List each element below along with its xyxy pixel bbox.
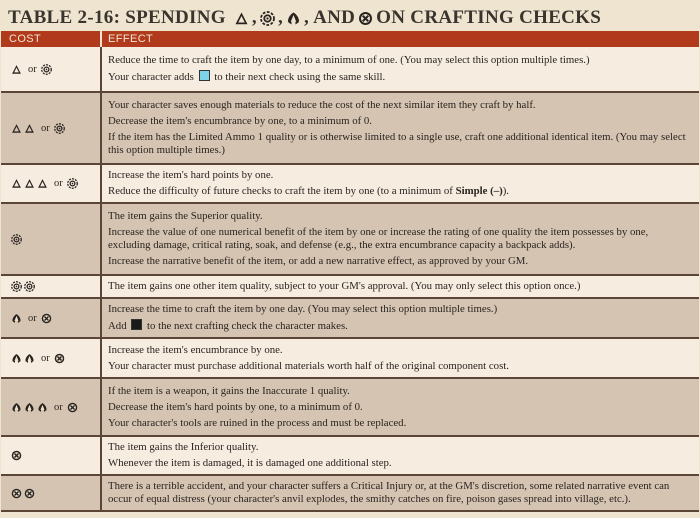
- or-label: or: [54, 401, 63, 413]
- threat-icon: [286, 11, 301, 26]
- effect-cell: [101, 298, 699, 338]
- effect-text: There is a terrible accident, and your character suffers a Critical Injury or, at the GM's discretion, some related narrative event can occur of equal distress (your character's anvil explodes, the smithy catches on fire, poison gases spread into village, etc.).: [108, 480, 670, 505]
- effect-text: Increase the value of one numerical benefit of the item by one or increase the rating of one quality the item possesses by one, excluding damage, critical rating, soak, and defense (e.g., the extra encumbrance capacity a backpack adds).: [108, 226, 649, 251]
- triumph-icon: [54, 123, 65, 134]
- effect-cell: [101, 338, 699, 378]
- advantage-icon: [37, 178, 48, 189]
- cost-header: COST: [1, 31, 101, 47]
- effect-cell: [101, 47, 699, 92]
- effect-text: Decrease the item's encumbrance by one, to a minimum of 0.: [108, 115, 372, 127]
- effect-text-part: to their next check using the same skill.: [214, 71, 386, 83]
- cost-cell: [1, 92, 101, 164]
- title-and: , AND: [304, 7, 356, 28]
- effect-cell: [101, 92, 699, 164]
- cost-cell: [1, 47, 101, 92]
- effect-cell: [101, 164, 699, 203]
- cost-cell: [1, 275, 101, 298]
- table-row: [1, 436, 699, 475]
- effect-text-part: Add: [108, 320, 127, 332]
- setback-die-icon: [131, 319, 142, 330]
- advantage-icon: [24, 178, 35, 189]
- table-row: [1, 475, 699, 511]
- threat-icon: [11, 353, 22, 364]
- threat-icon: [11, 402, 22, 413]
- effect-text: The item gains the Superior quality.: [108, 210, 263, 222]
- threat-icon: [37, 402, 48, 413]
- effect-text: Your character's tools are ruined in the process and must be replaced.: [108, 416, 407, 429]
- threat-icon: [24, 402, 35, 413]
- triumph-icon: [41, 64, 52, 75]
- table-row: [1, 47, 699, 92]
- effect-text-part: Your character adds: [108, 71, 194, 83]
- cost-cell: [1, 203, 101, 275]
- crafting-table: [1, 31, 699, 512]
- effect-text: If the item has the Limited Ammo 1 quality or is otherwise limited to a single use, craft one additional identical item. (You may select this option multiple times.): [108, 131, 686, 156]
- effect-text: If the item is a weapon, it gains the Inaccurate 1 quality.: [108, 384, 350, 397]
- table-row: [1, 338, 699, 378]
- effect-cell: [101, 203, 699, 275]
- cost-cell: [1, 298, 101, 338]
- effect-cell: [101, 475, 699, 511]
- table-row: [1, 92, 699, 164]
- header-row: [1, 31, 699, 47]
- advantage-icon: [11, 64, 22, 75]
- title-prefix: TABLE 2-16: SPENDING: [8, 7, 226, 28]
- title-sep1: ,: [251, 7, 257, 28]
- table-row: [1, 164, 699, 203]
- effect-text-part: Reduce the difficulty of future checks to craft the item by one (to a minimum of: [108, 185, 453, 197]
- triumph-icon: [260, 11, 275, 26]
- triumph-icon: [11, 234, 22, 245]
- despair-icon: [67, 402, 78, 413]
- table-row: [1, 298, 699, 338]
- effect-text: [108, 70, 691, 84]
- title-suffix: ON CRAFTING CHECKS: [376, 7, 602, 28]
- advantage-icon: [11, 123, 22, 134]
- effect-text: [108, 185, 691, 198]
- despair-icon: [11, 450, 22, 461]
- effect-cell: [101, 378, 699, 436]
- table-row: [1, 203, 699, 275]
- cost-cell: [1, 164, 101, 203]
- triumph-icon: [67, 178, 78, 189]
- effect-cell: [101, 275, 699, 298]
- despair-icon: [358, 11, 373, 26]
- or-label: or: [28, 312, 37, 324]
- boost-die-icon: [199, 70, 210, 81]
- effect-text: Reduce the time to craft the item by one day, to a minimum of one. (You may select this option multiple times.): [108, 54, 590, 66]
- advantage-icon: [11, 178, 22, 189]
- effect-text: Increase the narrative benefit of the item, or add a new narrative effect, as approved by your GM.: [108, 255, 529, 267]
- table-row: [1, 378, 699, 436]
- despair-icon: [54, 353, 65, 364]
- or-label: or: [28, 63, 37, 75]
- cost-cell: [1, 338, 101, 378]
- effect-text: Your character saves enough materials to reduce the cost of the next similar item they craft by half.: [108, 99, 536, 111]
- triumph-icon: [11, 281, 22, 292]
- threat-icon: [24, 353, 35, 364]
- cost-cell: [1, 475, 101, 511]
- effect-header: EFFECT: [101, 31, 699, 47]
- or-label: or: [41, 352, 50, 364]
- despair-icon: [11, 488, 22, 499]
- effect-text: Increase the item's hard points by one.: [108, 169, 274, 181]
- or-label: or: [54, 178, 63, 189]
- effect-text: Increase the item's encumbrance by one.: [108, 343, 283, 356]
- effect-text: [108, 319, 691, 333]
- effect-text-part: to the next crafting check the character makes.: [147, 320, 348, 332]
- cost-cell: [1, 436, 101, 475]
- effect-text: The item gains the Inferior quality.: [108, 441, 259, 453]
- table-title: [8, 6, 601, 30]
- advantage-icon: [234, 11, 249, 26]
- despair-icon: [24, 488, 35, 499]
- triumph-icon: [24, 281, 35, 292]
- effect-text: Decrease the item's hard points by one, to a minimum of 0.: [108, 400, 363, 413]
- effect-text: Increase the time to craft the item by one day. (You may select this option multiple times.): [108, 303, 498, 315]
- table-row: [1, 275, 699, 298]
- threat-icon: [11, 313, 22, 324]
- effect-text: The item gains one other item quality, subject to your GM's approval. (You may only select this option once.): [108, 280, 581, 292]
- title-sep2: ,: [277, 7, 284, 28]
- effect-cell: [101, 436, 699, 475]
- or-label: or: [41, 122, 50, 134]
- despair-icon: [41, 313, 52, 324]
- cost-cell: [1, 378, 101, 436]
- difficulty-term: Simple (–): [455, 185, 503, 197]
- advantage-icon: [24, 123, 35, 134]
- effect-text: Your character must purchase additional materials worth half of the original component cost.: [108, 359, 509, 372]
- effect-text: Whenever the item is damaged, it is damaged one additional step.: [108, 457, 392, 469]
- effect-text-part: ).: [502, 185, 509, 197]
